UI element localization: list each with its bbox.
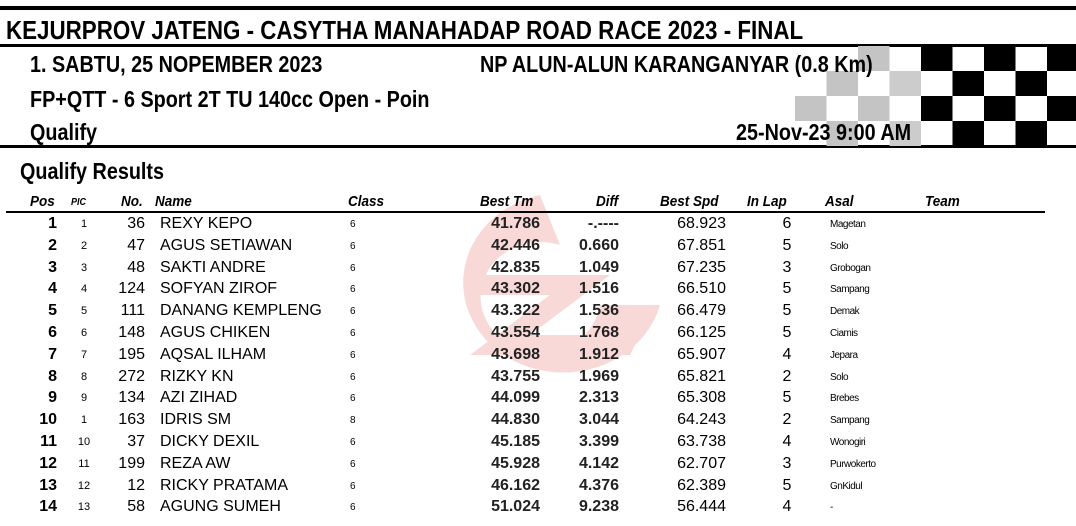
col-diff: Diff — [596, 193, 619, 210]
cell-no: 124 — [118, 280, 145, 298]
cell-pic: 13 — [77, 501, 91, 514]
col-name: Name — [155, 193, 192, 210]
cell-no: 134 — [118, 389, 145, 407]
cell-pos: 10 — [39, 411, 57, 429]
cell-pos: 8 — [48, 367, 57, 385]
cell-asal: Purwokerto — [830, 458, 876, 470]
cell-in-lap: 5 — [782, 302, 792, 320]
cell-diff: 1.969 — [578, 367, 619, 385]
cell-best-spd: 66.510 — [677, 280, 726, 298]
cell-pic: 9 — [80, 392, 88, 405]
table-row — [0, 237, 1076, 258]
cell-pos: 11 — [40, 433, 57, 450]
cell-best-spd: 67.851 — [677, 236, 726, 254]
cell-asal: Sampang — [830, 284, 870, 296]
cell-pos: 4 — [48, 280, 57, 298]
cell-pic: 10 — [77, 436, 91, 448]
cell-no: 37 — [127, 433, 145, 450]
cell-pos: 14 — [39, 498, 57, 516]
flag-square — [858, 96, 890, 121]
session-datetime: 25-Nov-23 9:00 AM — [736, 119, 912, 145]
cell-best-spd: 66.479 — [677, 302, 726, 320]
col-pos: Pos — [30, 193, 55, 210]
cell-name: AZI ZIHAD — [160, 389, 238, 407]
cell-best-tm: 43.322 — [491, 302, 540, 320]
cell-asal: GnKidul — [830, 480, 863, 492]
session-name: Qualify — [30, 119, 98, 145]
cell-diff: 3.044 — [578, 411, 619, 429]
cell-no: 48 — [127, 258, 145, 276]
section-title: Qualify Results — [20, 158, 164, 184]
cell-class: 6 — [350, 284, 356, 296]
cell-diff: 1.768 — [578, 324, 619, 341]
cell-class: 6 — [350, 393, 356, 405]
cell-best-tm: 42.835 — [491, 258, 540, 276]
cell-diff: 1.536 — [578, 302, 619, 320]
flag-square — [1047, 96, 1076, 121]
cell-best-tm: 45.185 — [491, 433, 540, 450]
cell-no: 47 — [127, 236, 145, 254]
cell-best-tm: 45.928 — [491, 454, 540, 472]
flag-square — [1047, 46, 1076, 71]
cell-best-tm: 43.698 — [491, 345, 540, 363]
cell-best-spd: 65.907 — [677, 345, 726, 363]
cell-pic: 6 — [80, 327, 88, 339]
cell-best-tm: 51.024 — [491, 498, 540, 516]
cell-pos: 1 — [48, 215, 57, 232]
race-class: FP+QTT - 6 Sport 2T TU 140cc Open - Poin — [30, 86, 430, 112]
cell-asal: Solo — [830, 371, 849, 383]
cell-best-tm: 43.554 — [491, 324, 540, 341]
cell-no: 58 — [127, 498, 145, 516]
cell-name: AQSAL ILHAM — [160, 345, 267, 363]
table-row — [0, 389, 1076, 410]
cell-pos: 6 — [48, 324, 57, 341]
flag-square — [1016, 121, 1048, 146]
cell-pos: 3 — [48, 258, 57, 276]
cell-pos: 13 — [39, 476, 57, 494]
cell-name: REZA AW — [160, 454, 231, 472]
cell-diff: 1.912 — [578, 345, 619, 363]
table-row — [0, 324, 1076, 345]
cell-best-spd: 63.738 — [677, 433, 726, 450]
venue: NP ALUN-ALUN KARANGANYAR (0.8 Km) — [480, 51, 873, 77]
cell-pos: 7 — [48, 345, 57, 363]
cell-class: 6 — [350, 480, 356, 492]
cell-asal: Ciamis — [830, 328, 858, 339]
cell-class: 8 — [350, 415, 356, 427]
cell-in-lap: 3 — [782, 258, 792, 276]
cell-asal: Demak — [830, 306, 860, 318]
flag-square — [921, 46, 953, 71]
flag-square — [984, 46, 1016, 71]
col-no: No. — [121, 193, 143, 210]
table-row — [0, 477, 1076, 498]
cell-no: 199 — [118, 454, 145, 472]
cell-class: 6 — [350, 262, 356, 274]
cell-class: 6 — [350, 371, 356, 383]
col-best-spd: Best Spd — [660, 193, 719, 210]
cell-best-spd: 62.707 — [677, 454, 726, 472]
cell-name: AGUS CHIKEN — [160, 324, 271, 341]
cell-best-tm: 43.302 — [491, 280, 540, 298]
cell-in-lap: 6 — [782, 215, 792, 232]
table-row — [0, 498, 1076, 519]
cell-pic: 8 — [80, 370, 88, 383]
cell-pic: 3 — [80, 261, 88, 274]
cell-name: SAKTI ANDRE — [160, 258, 266, 276]
cell-name: RICKY PRATAMA — [160, 476, 289, 494]
cell-best-spd: 56.444 — [677, 498, 726, 516]
cell-name: RIZKY KN — [160, 367, 234, 385]
cell-diff: 9.238 — [578, 498, 619, 516]
cell-in-lap: 4 — [782, 433, 792, 450]
cell-asal: Grobogan — [830, 262, 871, 274]
cell-diff: 4.376 — [578, 476, 619, 494]
cell-pic: 1 — [80, 218, 88, 230]
cell-pic: 5 — [80, 305, 88, 318]
table-row — [0, 433, 1076, 454]
cell-class: 6 — [350, 437, 356, 448]
cell-diff: 1.049 — [578, 258, 619, 276]
cell-asal: Jepara — [830, 349, 858, 361]
cell-in-lap: 2 — [782, 367, 792, 385]
cell-no: 272 — [118, 367, 145, 385]
cell-asal: - — [830, 502, 833, 514]
cell-asal: Sampang — [830, 415, 870, 427]
cell-best-spd: 65.821 — [677, 367, 726, 385]
table-row — [0, 346, 1076, 367]
cell-pos: 5 — [48, 302, 57, 320]
cell-no: 36 — [127, 215, 145, 232]
flag-square — [795, 96, 827, 121]
cell-class: 6 — [350, 306, 356, 318]
cell-no: 148 — [118, 324, 145, 341]
cell-no: 111 — [120, 302, 145, 320]
cell-best-spd: 64.243 — [677, 411, 726, 429]
cell-best-tm: 44.830 — [491, 411, 540, 429]
cell-in-lap: 5 — [782, 476, 792, 494]
cell-in-lap: 4 — [782, 498, 792, 516]
cell-name: DICKY DEXIL — [160, 433, 260, 450]
table-row — [0, 215, 1076, 236]
cell-class: 6 — [350, 240, 356, 252]
cell-class: 6 — [350, 219, 356, 230]
cell-pic: 2 — [80, 239, 88, 252]
event-date: 1. SABTU, 25 NOPEMBER 2023 — [30, 51, 323, 77]
cell-in-lap: 5 — [782, 324, 792, 341]
cell-name: AGUS SETIAWAN — [160, 236, 293, 254]
flag-square — [984, 96, 1016, 121]
cell-no: 195 — [118, 345, 145, 363]
cell-pic: 1 — [80, 414, 88, 427]
cell-name: IDRIS SM — [160, 411, 232, 429]
cell-diff: 2.313 — [578, 389, 619, 407]
cell-name: SOFYAN ZIROF — [160, 280, 278, 298]
cell-asal: Magetan — [830, 219, 866, 230]
table-header-rule — [6, 211, 1045, 213]
flag-square — [921, 96, 953, 121]
cell-in-lap: 5 — [782, 280, 792, 298]
cell-best-spd: 68.923 — [677, 215, 726, 232]
table-row — [0, 455, 1076, 476]
cell-in-lap: 5 — [782, 389, 792, 407]
flag-square — [890, 71, 922, 96]
col-class: Class — [348, 193, 385, 210]
col-team: Team — [925, 193, 960, 210]
cell-pos: 9 — [48, 389, 57, 407]
table-row — [0, 259, 1076, 280]
cell-in-lap: 5 — [782, 236, 792, 254]
table-row — [0, 411, 1076, 432]
cell-diff: 3.399 — [578, 433, 619, 450]
cell-best-tm: 44.099 — [491, 389, 540, 407]
table-row — [0, 368, 1076, 389]
flag-square — [1016, 71, 1048, 96]
cell-diff: 0.660 — [578, 236, 619, 254]
cell-pos: 2 — [48, 236, 57, 254]
cell-name: REXY KEPO — [160, 215, 253, 232]
cell-in-lap: 2 — [782, 411, 792, 429]
cell-best-tm: 46.162 — [491, 476, 540, 494]
cell-no: 163 — [118, 411, 145, 429]
cell-best-tm: 43.755 — [491, 367, 540, 385]
cell-class: 6 — [350, 502, 356, 514]
event-title: KEJURPROV JATENG - CASYTHA MANAHADAP ROAD RACE 2023 - FINAL — [6, 15, 804, 45]
cell-name: DANANG KEMPLENG — [160, 302, 322, 320]
col-asal: Asal — [825, 193, 854, 210]
flag-square — [953, 121, 985, 146]
cell-best-spd: 65.308 — [677, 389, 726, 407]
cell-pos: 12 — [39, 454, 57, 472]
cell-best-tm: 41.786 — [491, 215, 540, 232]
cell-asal: Brebes — [830, 393, 859, 405]
cell-best-spd: 62.389 — [677, 476, 726, 494]
cell-best-spd: 66.125 — [677, 324, 726, 341]
table-row — [0, 302, 1076, 323]
table-row — [0, 280, 1076, 301]
cell-best-tm: 42.446 — [491, 236, 540, 254]
cell-diff: 1.516 — [578, 280, 619, 298]
flag-square — [953, 71, 985, 96]
cell-in-lap: 3 — [782, 454, 792, 472]
cell-pic: 4 — [80, 283, 88, 296]
col-pic: PIC — [71, 197, 87, 208]
col-best-tm: Best Tm — [480, 193, 534, 210]
cell-best-spd: 67.235 — [677, 258, 726, 276]
cell-asal: Solo — [830, 240, 849, 252]
cell-class: 6 — [350, 349, 356, 361]
cell-diff: -.---- — [587, 215, 619, 232]
cell-asal: Wonogiri — [830, 437, 866, 448]
cell-no: 12 — [127, 476, 145, 494]
top-rule — [0, 6, 1076, 10]
cell-in-lap: 4 — [782, 345, 792, 363]
cell-class: 6 — [350, 328, 356, 339]
cell-pic: 12 — [77, 479, 91, 492]
col-in-lap: In Lap — [747, 193, 787, 210]
cell-pic: 7 — [80, 348, 88, 361]
cell-pic: 11 — [78, 457, 90, 470]
cell-class: 6 — [350, 458, 356, 470]
cell-diff: 4.142 — [578, 454, 619, 472]
cell-name: AGUNG SUMEH — [160, 498, 281, 516]
